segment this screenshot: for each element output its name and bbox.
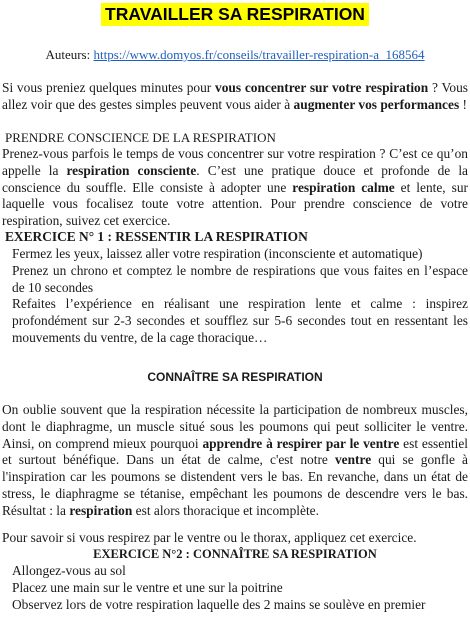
intro-highlight-1: vous concentrer sur votre respiration (215, 80, 429, 95)
list-item: Placez une main sur le ventre et une sur la poitrine (12, 579, 283, 595)
exercise2-heading: EXERCICE N°2 : CONNAÎTRE SA RESPIRATION (93, 547, 377, 561)
authors-label: Auteurs: (45, 47, 91, 62)
exercise2-list (2, 563, 470, 613)
intro-highlight-2: augmenter vos performances (293, 96, 460, 112)
section2-heading: CONNAÎTRE SA RESPIRATION (147, 370, 323, 384)
source-link[interactable]: https://www.domyos.fr/conseils/travailler-respiration-a_168564 (93, 47, 425, 62)
section1-highlight-2: respiration calme (292, 179, 395, 195)
document-title: TRAVAILLER SA RESPIRATION (101, 3, 369, 26)
section1-heading: PRENDRE CONSCIENCE DE LA RESPIRATION (5, 130, 276, 145)
section2-paragraph: On oublie souvent que la respiration nécessite la participation de nombreux muscles, dont le diaphragme, un muscle situé sous les poumons qui peut solliciter le ventre. Ainsi, on comprend mieux pourquoi apprendre à respirer par le ventre est essentiel et surtout bénéfique. Dans un état de calme, c'est notre ventre qui se gonfle à l'inspiration car les poumons se distendent vers le bas. En revanche, dans un état de stress, le diaphragme se tétanise, empêchant les poumons de descendre vers le bas. Résultat : la respiration est alors thoracique et incomplète. (2, 402, 469, 518)
section2-highlight-3: respiration (69, 502, 133, 518)
exercise1-list (2, 246, 468, 347)
intro-paragraph: Si vous preniez quelques minutes pour vous concentrer sur votre respiration ? Vous allez voir que des gestes simples peuvent vous aider à augmenter vos performances ! (2, 80, 468, 112)
section2-highlight-2: ventre (334, 452, 372, 468)
authors-line (0, 47, 470, 63)
list-item: Fermez les yeux, laissez aller votre respiration (inconsciente et automatique) (12, 246, 423, 261)
section2-highlight-1: apprendre à respirer par le ventre (202, 435, 400, 451)
list-item: Prenez un chrono et comptez le nombre de respirations que vous faites en l’espace de 10 secondes (12, 262, 468, 295)
exercise1-heading: EXERCICE N° 1 : RESSENTIR LA RESPIRATION (5, 229, 308, 244)
list-item: Refaites l’expérience en réalisant une respiration lente et calme : inspirez profondément sur 2-3 secondes et soufflez sur 5-6 secondes tout en ressentant les mouvements du ventre, de la cage thoracique… (12, 296, 468, 345)
section1-highlight-1: respiration consciente (66, 162, 197, 178)
list-item: Allongez-vous au sol (12, 563, 126, 578)
list-item: Observez lors de votre respiration laquelle des 2 mains se soulève en premier (12, 596, 426, 612)
section2-instruction: Pour savoir si vous respirez par le ventre ou le thorax, appliquez cet exercice. (2, 530, 417, 545)
section1-paragraph: Prenez-vous parfois le temps de vous concentrer sur votre respiration ? C’est ce qu’on appelle la respiration consciente. C’est une pratique douce et profonde de la conscience du souffle. Elle consiste à adopter une respiration calme et lente, sur laquelle vous focalisez toute votre attention. Pour prendre conscience de votre respiration, suivez cet exercice. (2, 146, 468, 229)
